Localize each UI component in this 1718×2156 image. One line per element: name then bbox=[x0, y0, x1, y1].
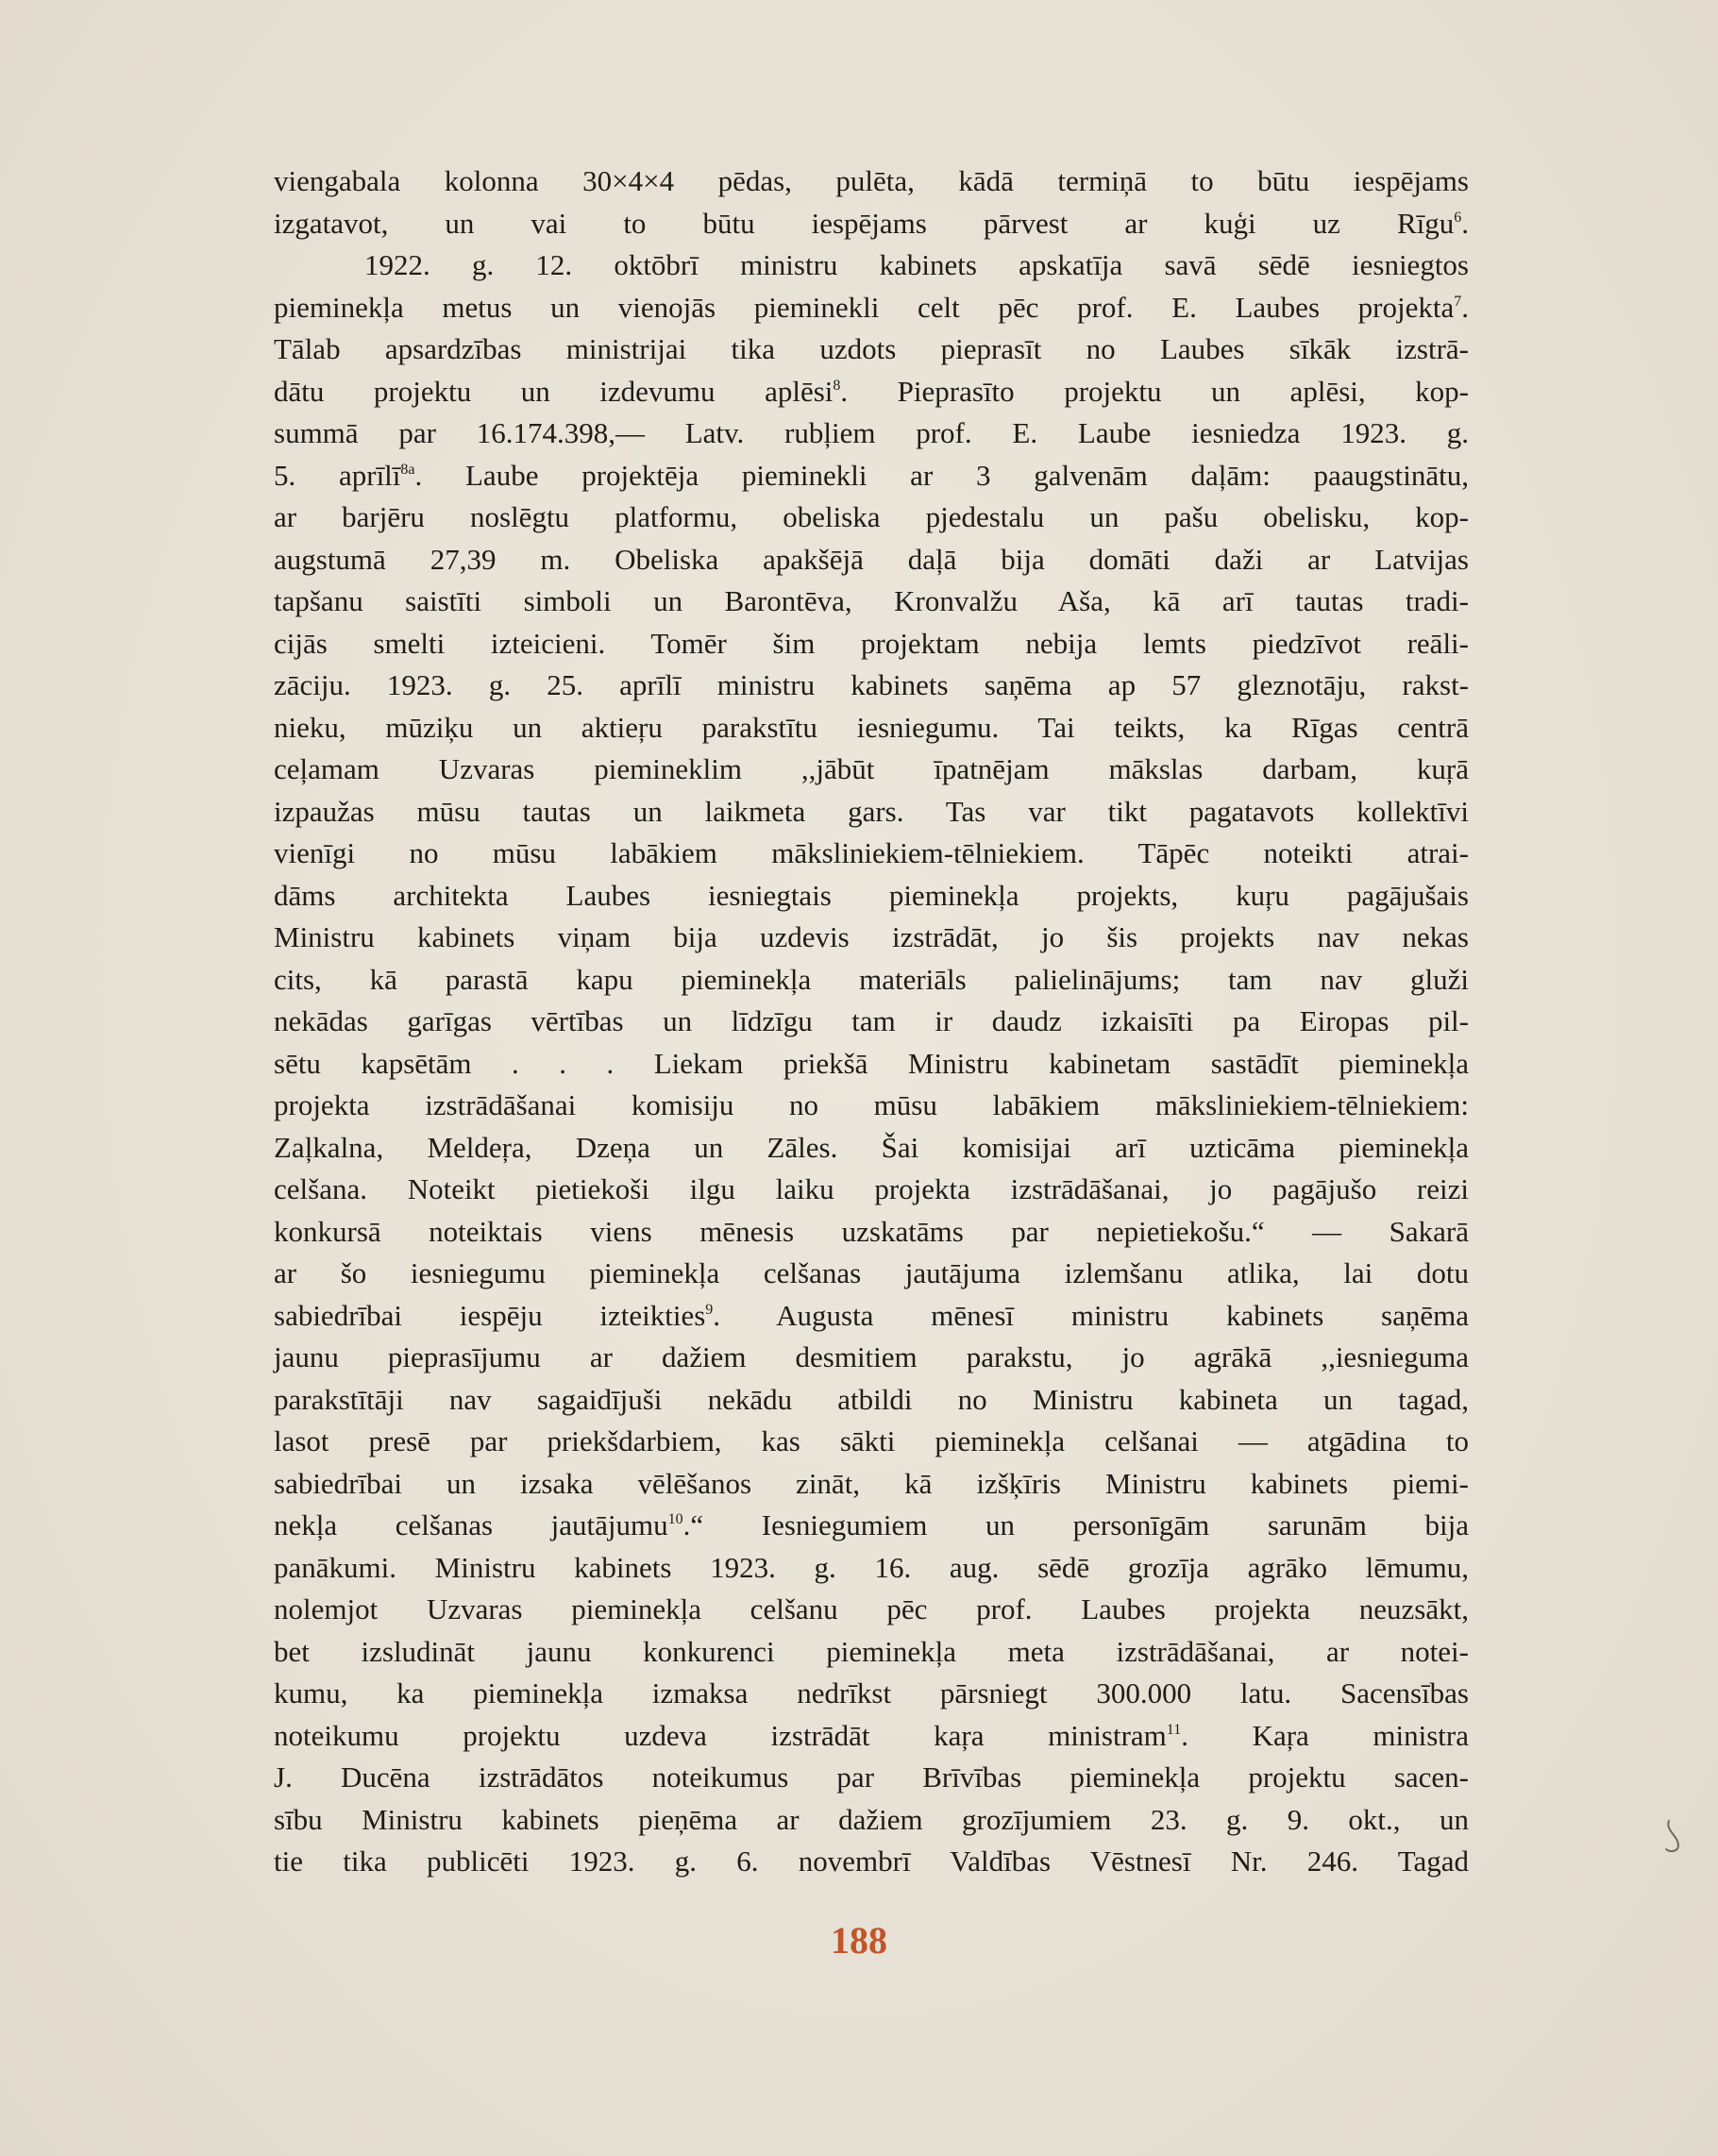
text-line bbox=[274, 1799, 1469, 1842]
line-text: celšana. Noteikt pietiekoši ilgu laiku projekta izstrādāšanai, jo pagājušo reizi bbox=[274, 1172, 1469, 1205]
footnote-reference: 11 bbox=[1166, 1721, 1182, 1738]
text-line bbox=[274, 1547, 1469, 1590]
text-line bbox=[274, 1589, 1469, 1631]
line-text-tail: . Pieprasīto projektu un aplēsi, kop- bbox=[840, 374, 1469, 408]
text-line bbox=[274, 581, 1469, 623]
line-text: ar barjēru noslēgtu platformu, obeliska pjedestalu un pašu obelisku, kop- bbox=[274, 500, 1469, 533]
line-text: konkursā noteiktais viens mēnesis uzskatāms par nepietiekošu.“ — Sakarā bbox=[274, 1214, 1469, 1248]
text-line bbox=[274, 959, 1469, 1002]
text-line bbox=[274, 707, 1469, 750]
line-text: nolemjot Uzvaras pieminekļa celšanu pēc prof. Laubes projekta neuzsākt, bbox=[274, 1592, 1469, 1625]
line-text: kumu, ka pieminekļa izmaksa nedrīkst pārsniegt 300.000 latu. Sacensības bbox=[274, 1676, 1469, 1710]
text-line bbox=[274, 1757, 1469, 1799]
line-text: panākumi. Ministru kabinets 1923. g. 16. aug. sēdē grozīja agrāko lēmumu, bbox=[274, 1550, 1469, 1584]
line-text: cits, kā parastā kapu pieminekļa materiāls palielinājums; tam nav gluži bbox=[274, 962, 1469, 996]
pencil-mark-icon bbox=[1661, 1817, 1684, 1857]
text-line bbox=[274, 1127, 1469, 1170]
line-text: sabiedrībai un izsaka vēlēšanos zināt, kā izšķīris Ministru kabinets piemi- bbox=[274, 1466, 1469, 1500]
text-line bbox=[274, 917, 1469, 959]
text-line bbox=[274, 1631, 1469, 1674]
line-text: ceļamam Uzvaras piemineklim ,,jābūt īpatnējam mākslas darbam, kuŗā bbox=[274, 752, 1469, 785]
line-text: J. Ducēna izstrādātos noteikumus par Brīvības pieminekļa projektu sacen- bbox=[274, 1760, 1469, 1794]
line-text: cijās smelti izteicieni. Tomēr šim projektam nebija lemts piedzīvot reāli- bbox=[274, 626, 1469, 660]
text-line bbox=[274, 1295, 1469, 1338]
text-line bbox=[274, 1421, 1469, 1463]
line-text: nekļa celšanas jautājumu bbox=[274, 1508, 668, 1541]
line-text: 5. aprīlī bbox=[274, 458, 401, 492]
text-line bbox=[274, 497, 1469, 539]
text-line bbox=[274, 1085, 1469, 1127]
line-text: izpaužas mūsu tautas un laikmeta gars. Tas var tikt pagatavots kollektīvi bbox=[274, 794, 1469, 828]
line-text: ar šo iesniegumu pieminekļa celšanas jautājuma izlemšanu atlika, lai dotu bbox=[274, 1256, 1469, 1289]
footnote-reference: 8 bbox=[833, 377, 841, 394]
text-line bbox=[274, 1337, 1469, 1379]
text-line bbox=[274, 1379, 1469, 1422]
text-line bbox=[274, 833, 1469, 875]
line-text: Tālab apsardzības ministrijai tika uzdots pieprasīt no Laubes sīkāk izstrā- bbox=[274, 332, 1469, 365]
line-text: dāms architekta Laubes iesniegtais pieminekļa projekts, kuŗu pagājušais bbox=[274, 878, 1469, 912]
line-text: augstumā 27,39 m. Obeliska apakšējā daļā bija domāti daži ar Latvijas bbox=[274, 542, 1469, 576]
line-text: sētu kapsētām . . . Liekam priekšā Ministru kabinetam sastādīt pieminekļa bbox=[274, 1046, 1469, 1080]
footnote-reference: 8a bbox=[400, 461, 415, 478]
line-text: parakstītāji nav sagaidījuši nekādu atbildi no Ministru kabineta un tagad, bbox=[274, 1382, 1469, 1416]
text-line bbox=[274, 244, 1469, 287]
line-text: 1922. g. 12. oktōbrī ministru kabinets apskatīja savā sēdē iesniegtos bbox=[364, 248, 1469, 281]
text-line bbox=[274, 665, 1469, 707]
text-line bbox=[274, 328, 1469, 371]
line-text: noteikumu projektu uzdeva izstrādāt kaŗa ministram bbox=[274, 1718, 1167, 1752]
text-line bbox=[274, 1463, 1469, 1506]
text-line bbox=[274, 749, 1469, 791]
line-text-tail: . Augusta mēnesī ministru kabinets saņēma bbox=[713, 1298, 1469, 1332]
text-line bbox=[274, 1715, 1469, 1758]
line-text: summā par 16.174.398,— Latv. rubļiem prof. E. Laube iesniedza 1923. g. bbox=[274, 416, 1469, 449]
line-text: sabiedrībai iespēju izteikties bbox=[274, 1298, 706, 1332]
line-text: izgatavot, un vai to būtu iespējams pārvest ar kuģi uz Rīgu bbox=[274, 206, 1455, 240]
text-line bbox=[274, 1169, 1469, 1211]
footnote-reference: 10 bbox=[667, 1511, 683, 1527]
text-line bbox=[274, 203, 1469, 245]
line-text: Zaļkalna, Meldeŗa, Dzeņa un Zāles. Šai komisijai arī uzticāma pieminekļa bbox=[274, 1130, 1469, 1164]
text-line bbox=[274, 1001, 1469, 1043]
line-text: tapšanu saistīti simboli un Barontēva, Kronvalžu Aša, kā arī tautas tradi- bbox=[274, 584, 1469, 617]
footnote-reference: 6 bbox=[1454, 209, 1462, 226]
text-line bbox=[274, 1673, 1469, 1715]
line-text-tail: .“ Iesniegumiem un personīgām sarunām bija bbox=[682, 1508, 1469, 1541]
text-line bbox=[274, 623, 1469, 665]
line-text: lasot presē par priekšdarbiem, kas sākti pieminekļa celšanai — atgādina to bbox=[274, 1424, 1469, 1457]
line-text-tail: . Kaŗa ministra bbox=[1181, 1718, 1469, 1752]
line-text: tie tika publicēti 1923. g. 6. novembrī Valdības Vēstnesī Nr. 246. Tagad bbox=[274, 1844, 1469, 1878]
text-line bbox=[274, 875, 1469, 918]
page-number: 188 bbox=[831, 1919, 887, 1962]
footnote-reference: 9 bbox=[705, 1301, 714, 1318]
footnote-reference: 7 bbox=[1454, 293, 1462, 310]
line-text: bet izsludināt jaunu konkurenci pieminekļa meta izstrādāšanai, ar notei- bbox=[274, 1634, 1469, 1668]
text-line bbox=[274, 1043, 1469, 1086]
line-text-tail: . bbox=[1461, 290, 1469, 324]
line-text: pieminekļa metus un vienojās pieminekli celt pēc prof. E. Laubes projekta bbox=[274, 290, 1455, 324]
line-text-tail: . Laube projektēja pieminekli ar 3 galvenām daļām: paaugstinātu, bbox=[414, 458, 1469, 492]
body-text bbox=[274, 160, 1469, 1883]
line-text: nieku, mūziķu un aktieŗu parakstītu iesniegumu. Tai teikts, ka Rīgas centrā bbox=[274, 710, 1469, 744]
line-text-tail: . bbox=[1461, 206, 1469, 240]
line-text: sību Ministru kabinets pieņēma ar dažiem grozījumiem 23. g. 9. okt., un bbox=[274, 1802, 1469, 1836]
line-text: zāciju. 1923. g. 25. aprīlī ministru kabinets saņēma ap 57 gleznotāju, rakst- bbox=[274, 668, 1469, 701]
text-line bbox=[274, 160, 1469, 203]
text-line bbox=[274, 413, 1469, 455]
text-line bbox=[274, 539, 1469, 581]
text-line bbox=[274, 455, 1469, 497]
line-text: viengabala kolonna 30×4×4 pēdas, pulēta, kādā termiņā to būtu iespējams bbox=[274, 164, 1469, 197]
text-line bbox=[274, 1211, 1469, 1254]
text-line bbox=[274, 1841, 1469, 1883]
line-text: dātu projektu un izdevumu aplēsi bbox=[274, 374, 834, 408]
text-line bbox=[274, 1253, 1469, 1295]
line-text: vienīgi no mūsu labākiem māksliniekiem-tēlniekiem. Tāpēc noteikti atrai- bbox=[274, 836, 1469, 869]
text-line bbox=[274, 371, 1469, 413]
line-text: Ministru kabinets viņam bija uzdevis izstrādāt, jo šis projekts nav nekas bbox=[274, 920, 1469, 953]
text-line bbox=[274, 287, 1469, 329]
text-line bbox=[274, 1505, 1469, 1547]
line-text: jaunu pieprasījumu ar dažiem desmitiem parakstu, jo agrākā ,,iesnieguma bbox=[274, 1340, 1469, 1373]
line-text: nekādas garīgas vērtības un līdzīgu tam ir daudz izkaisīti pa Eiropas pil- bbox=[274, 1004, 1469, 1037]
text-line bbox=[274, 791, 1469, 834]
line-text: projekta izstrādāšanai komisiju no mūsu labākiem māksliniekiem-tēlniekiem: bbox=[274, 1088, 1469, 1121]
